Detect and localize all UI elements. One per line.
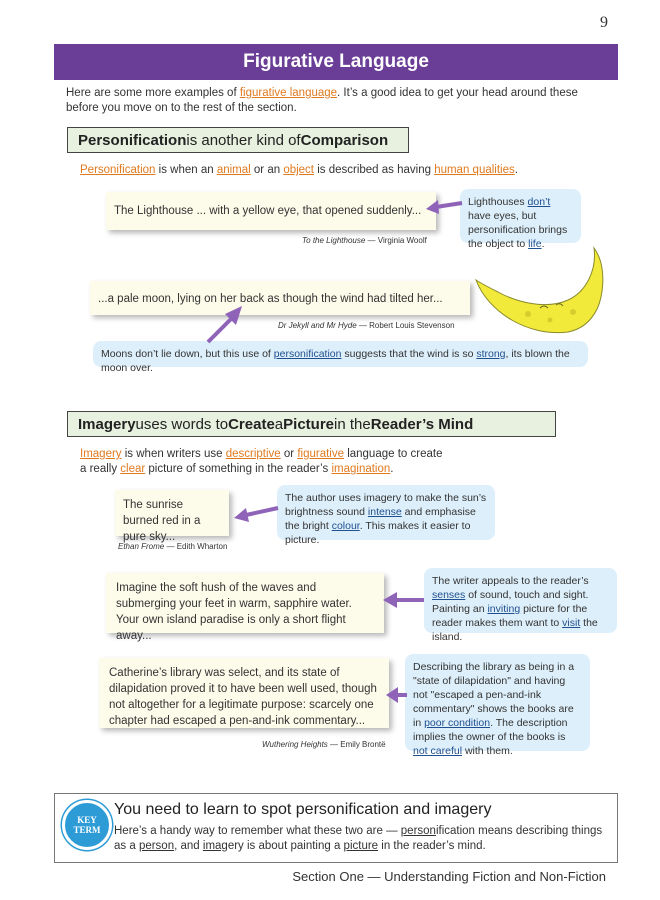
note-underlined: colour bbox=[331, 520, 360, 532]
page-title: Figurative Language bbox=[243, 51, 429, 72]
badge-text: TERM bbox=[73, 825, 101, 835]
def-text: or an bbox=[250, 164, 284, 176]
intro-keyword: figurative language bbox=[239, 87, 338, 99]
purple-arrow-icon bbox=[232, 502, 280, 524]
heading-text: a bbox=[274, 415, 284, 433]
quote-source bbox=[118, 542, 227, 551]
key-text: ification means describing things as a bbox=[114, 825, 603, 852]
def-text: is described as having bbox=[314, 164, 435, 176]
note-text: and emphasise the bright bbox=[285, 506, 476, 532]
note-text: . bbox=[541, 238, 545, 250]
note-text: Describing the library as being in a "state of dilapidation" and having not "escaped a pen-and-ink commentary" shows the books are in bbox=[413, 661, 575, 729]
def-text: or bbox=[280, 448, 298, 460]
purple-arrow-icon bbox=[385, 684, 409, 706]
key-underlined: imag bbox=[202, 840, 228, 852]
purple-arrow-icon bbox=[382, 590, 426, 610]
note-text: have eyes, but personification brings the object to bbox=[468, 210, 568, 250]
keyword: clear bbox=[120, 463, 146, 475]
note-underlined: intense bbox=[367, 506, 402, 518]
source-author: — Edith Wharton bbox=[164, 542, 228, 551]
note-underlined: don’t bbox=[527, 196, 551, 208]
note-sunrise bbox=[277, 485, 495, 546]
note-text: picture for the reader makes them want to bbox=[432, 603, 588, 629]
keyword: descriptive bbox=[225, 448, 281, 460]
note-text: . The description implies the owner of the books is bbox=[413, 717, 568, 743]
badge-text: KEY bbox=[77, 815, 97, 825]
key-underlined: person bbox=[400, 825, 436, 837]
note-library bbox=[405, 654, 590, 757]
quote-island bbox=[106, 573, 384, 642]
quote-text: The sunrise burned red in a pure sky... bbox=[123, 499, 201, 543]
personification-heading bbox=[67, 127, 409, 153]
quote-source bbox=[278, 321, 455, 330]
note-text: with them. bbox=[462, 745, 513, 757]
note-text: of sound, touch and sight. Painting an bbox=[432, 589, 589, 615]
key-text: , and bbox=[174, 840, 203, 852]
quote-source bbox=[302, 236, 427, 245]
note-text: Moons don’t lie down, but this use of bbox=[101, 348, 274, 360]
note-text: Lighthouses bbox=[468, 196, 528, 208]
keyword: object bbox=[283, 164, 314, 176]
quote-source bbox=[262, 740, 386, 749]
note-text: , its blown the moon over. bbox=[101, 348, 570, 374]
key-text: in the reader’s mind. bbox=[378, 840, 486, 852]
quote-moon bbox=[90, 281, 470, 315]
key-term-title: You need to learn to spot personification and imagery bbox=[114, 801, 492, 818]
crescent-moon-illustration bbox=[468, 242, 608, 344]
heading-bold: Reader’s Mind bbox=[370, 415, 474, 433]
intro-text-end: . It’s a good idea to get your head around these before you move on to the rest of the section. bbox=[66, 87, 578, 114]
key-term-body bbox=[114, 824, 609, 854]
source-title: Ethan Frome bbox=[118, 542, 165, 551]
key-underlined: picture bbox=[343, 840, 379, 852]
keyword: Personification bbox=[80, 164, 156, 176]
source-author: — Virginia Woolf bbox=[365, 236, 427, 245]
note-underlined: senses bbox=[432, 589, 466, 601]
note-underlined: not careful bbox=[413, 745, 463, 757]
def-text: is when writers use bbox=[121, 448, 226, 460]
heading-text: is another kind of bbox=[186, 131, 301, 149]
source-author: — Emily Brontë bbox=[327, 740, 386, 749]
title-bar bbox=[54, 44, 618, 80]
intro-text: Here are some more examples of bbox=[66, 87, 240, 99]
keyword: Imagery bbox=[80, 448, 122, 460]
heading-bold: Picture bbox=[283, 415, 334, 433]
def-text: . bbox=[514, 164, 518, 176]
quote-text: Imagine the soft hush of the waves and submerging your feet in warm, sapphire water. Your own island paradise is only a short flight away... bbox=[116, 582, 352, 642]
note-moon bbox=[93, 341, 588, 374]
note-underlined: life bbox=[528, 238, 542, 250]
note-text: the island. bbox=[432, 617, 598, 643]
note-text: suggests that the wind is so bbox=[341, 348, 477, 360]
note-text: The author uses imagery to make the sun’s brightness sound bbox=[285, 492, 487, 518]
note-lighthouse bbox=[460, 189, 581, 250]
note-underlined: inviting bbox=[487, 603, 521, 615]
personification-definition bbox=[80, 163, 600, 178]
note-text: . This makes it easier to picture. bbox=[285, 520, 471, 546]
intro-paragraph bbox=[66, 86, 586, 116]
note-island bbox=[424, 568, 617, 643]
source-author: — Robert Louis Stevenson bbox=[356, 321, 455, 330]
note-text: The writer appeals to the reader’s bbox=[432, 575, 589, 587]
key-text: Here’s a handy way to remember what these two are — bbox=[114, 825, 401, 837]
heading-bold: Comparison bbox=[300, 131, 389, 149]
keyword: human qualities bbox=[434, 164, 515, 176]
quote-text: ...a pale moon, lying on her back as though the wind had tilted her... bbox=[98, 293, 443, 305]
def-text: picture of something in the reader’s bbox=[145, 463, 332, 475]
heading-bold: Imagery bbox=[78, 415, 136, 433]
keyword: figurative bbox=[297, 448, 344, 460]
def-text: is when an bbox=[155, 164, 217, 176]
note-underlined: personification bbox=[273, 348, 342, 360]
heading-bold: Create bbox=[228, 415, 275, 433]
def-text: language to create a really bbox=[80, 448, 443, 475]
imagery-heading bbox=[67, 411, 556, 437]
source-title: Wuthering Heights bbox=[262, 740, 328, 749]
quote-lighthouse bbox=[106, 192, 436, 230]
purple-arrow-icon bbox=[202, 304, 246, 346]
source-title: To the Lighthouse bbox=[302, 236, 366, 245]
heading-text: in the bbox=[334, 415, 371, 433]
quote-text: The Lighthouse ... with a yellow eye, that opened suddenly... bbox=[114, 205, 422, 217]
keyword: imagination bbox=[331, 463, 391, 475]
key-underlined: person bbox=[138, 840, 175, 852]
quote-text: Catherine’s library was select, and its state of dilapidation proved it to have been well used, though not altogether for a legitimate purpose: scarcely one chapter had escaped a pen-and-ink commentary... bbox=[109, 667, 377, 727]
key-text: ery is about painting a bbox=[227, 840, 344, 852]
note-underlined: visit bbox=[562, 617, 581, 629]
heading-bold: Personification bbox=[78, 131, 187, 149]
purple-arrow-icon bbox=[424, 195, 464, 215]
quote-library bbox=[99, 658, 389, 728]
imagery-definition bbox=[80, 447, 450, 477]
source-title: Dr Jekyll and Mr Hyde bbox=[278, 321, 357, 330]
keyword: animal bbox=[216, 164, 251, 176]
section-footer: Section One — Understanding Fiction and Non-Fiction bbox=[292, 869, 606, 884]
note-underlined: poor condition bbox=[424, 717, 491, 729]
key-term-badge bbox=[62, 800, 112, 850]
page-number: 9 bbox=[600, 14, 608, 31]
note-underlined: strong bbox=[476, 348, 506, 360]
quote-sunrise bbox=[115, 490, 229, 543]
heading-text: uses words to bbox=[135, 415, 229, 433]
def-text: . bbox=[390, 463, 394, 475]
